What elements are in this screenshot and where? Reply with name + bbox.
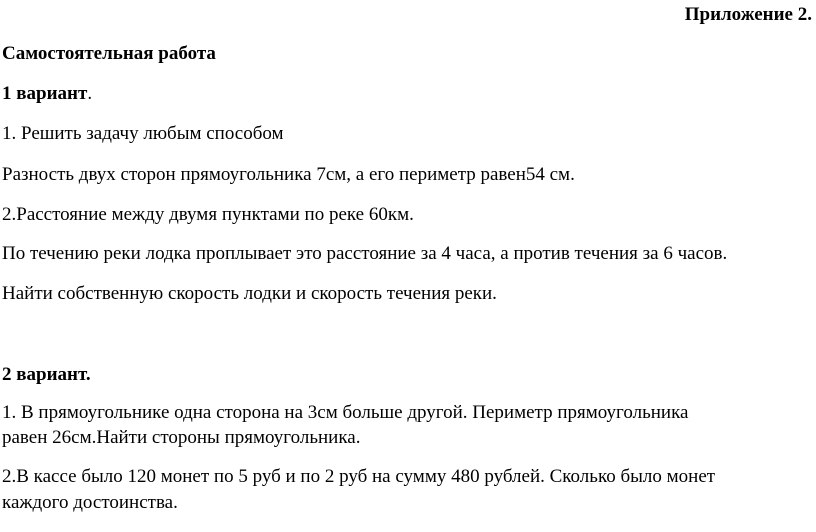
variant1-heading (2, 83, 92, 105)
variant2-task2-line2: каждого достоинства. (2, 492, 178, 513)
variant1-task2-line1: 2.Расстояние между двумя пунктами по реке 60км. (2, 204, 414, 225)
variant1-task2-line2: По течению реки лодка проплывает это расстояние за 4 часа, а против течения за 6 часов. (2, 243, 728, 264)
variant2-heading: 2 вариант. (2, 364, 91, 385)
variant1-task2-line3: Найти собственную скорость лодки и скорость течения реки. (2, 283, 497, 304)
variant2-task2-line1: 2.В кассе было 120 монет по 5 руб и по 2 руб на сумму 480 рублей. Сколько было монет (2, 466, 716, 487)
variant1-task1-intro: 1. Решить задачу любым способом (2, 123, 284, 144)
variant1-heading-suffix: . (87, 83, 93, 104)
variant2-task1-line1: 1. В прямоугольнике одна сторона на 3см больше другой. Периметр прямоугольника (2, 402, 689, 423)
document-title: Самостоятельная работа (2, 43, 216, 64)
variant2-task1-line2: равен 26см.Найти стороны прямоугольника. (2, 427, 361, 448)
variant1-heading-text: 1 вариант (2, 83, 88, 104)
appendix-label: Приложение 2. (684, 4, 812, 25)
variant1-task1-text: Разность двух сторон прямоугольника 7см, а его периметр равен54 см. (2, 164, 575, 185)
